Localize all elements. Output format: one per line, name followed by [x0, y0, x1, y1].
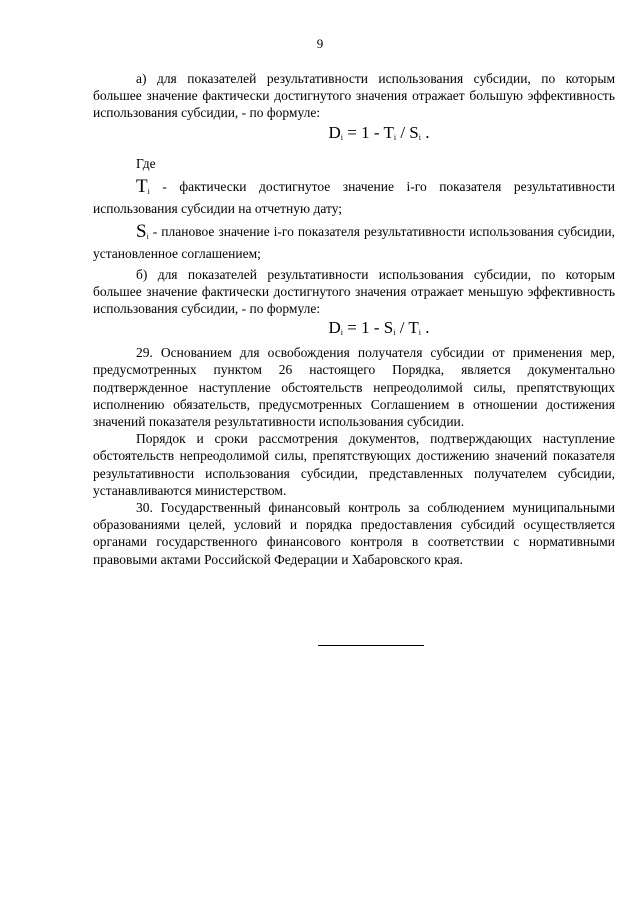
formula-2-lhs-sub: i: [340, 328, 344, 338]
formula-1-div: / S: [396, 122, 419, 142]
formula-2-div-sub: i: [418, 328, 421, 338]
formula-2-end: .: [421, 318, 430, 338]
formula-1-lhs-sub: i: [340, 132, 344, 142]
formula-1-lhs: D: [328, 122, 341, 142]
s-definition-text: - плановое значение i-го показателя результативности использования субсидии, установленное соглашением;: [93, 224, 615, 262]
end-divider-line: [318, 645, 424, 646]
paragraph-a-intro: а) для показателей результативности использования субсидии, по которым большее значение фактически достигнутого значения отражает большую эффективность использования субсидии, - по формуле:: [93, 71, 615, 121]
formula-1-end: .: [421, 122, 430, 142]
paragraph-b-intro: б) для показателей результативности использования субсидии, по которым большее значение фактически достигнутого значения отражает меньшую эффективность использования субсидии, - по формуле:: [93, 266, 615, 317]
document-body: [93, 70, 615, 568]
paragraph-29: 29. Основанием для освобождения получателя субсидии от применения мер, предусмотренных пунктом 26 настоящего Порядка, является документально подтвержденное наступление обстоятельств непреодолимой силы, препятствующих исполнению обязательств, предусмотренных Соглашением в отношении достижения значений показателя результативности использования субсидии.: [93, 345, 615, 430]
s-symbol-letter: S: [136, 221, 147, 243]
t-definition: [93, 175, 615, 217]
formula-2-lhs: D: [328, 318, 341, 338]
paragraph-30: 30. Государственный финансовый контроль за соблюдением муниципальными образованиями целей, условий и порядка предоставления субсидий осуществляется органами государственного финансового контроля в соответствии с нормативными правовыми актами Российской Федерации и Хабаровского края.: [93, 500, 615, 567]
formula-1-mid-sub: i: [393, 132, 397, 142]
formula-2-div: / T: [395, 318, 419, 338]
t-definition-text: - фактически достигнутое значение i-го показателя результативности использования субсидии на отчетную дату;: [93, 178, 615, 217]
paragraph-29-procedure: Порядок и сроки рассмотрения документов, подтверждающих наступление обстоятельств непреодолимой силы, препятствующих достижению значений показателя результативности использования субсидии, представленных получателем субсидии, устанавливаются министерством.: [93, 431, 615, 498]
formula-2: [93, 317, 615, 344]
t-symbol-sub: i: [147, 186, 150, 196]
page-number: 9: [316, 36, 324, 51]
formula-2-mid: = 1 - S: [343, 318, 394, 338]
formula-2-mid-sub: i: [393, 328, 396, 338]
s-symbol-sub: i: [146, 232, 149, 242]
formula-1-mid: = 1 - T: [343, 122, 394, 142]
where-label: Где: [136, 155, 156, 171]
t-symbol: [136, 176, 150, 197]
s-symbol: [136, 221, 149, 242]
formula-1: [93, 122, 615, 149]
formula-1-div-sub: i: [418, 132, 421, 142]
t-symbol-letter: T: [136, 175, 148, 197]
s-definition: [93, 223, 615, 262]
